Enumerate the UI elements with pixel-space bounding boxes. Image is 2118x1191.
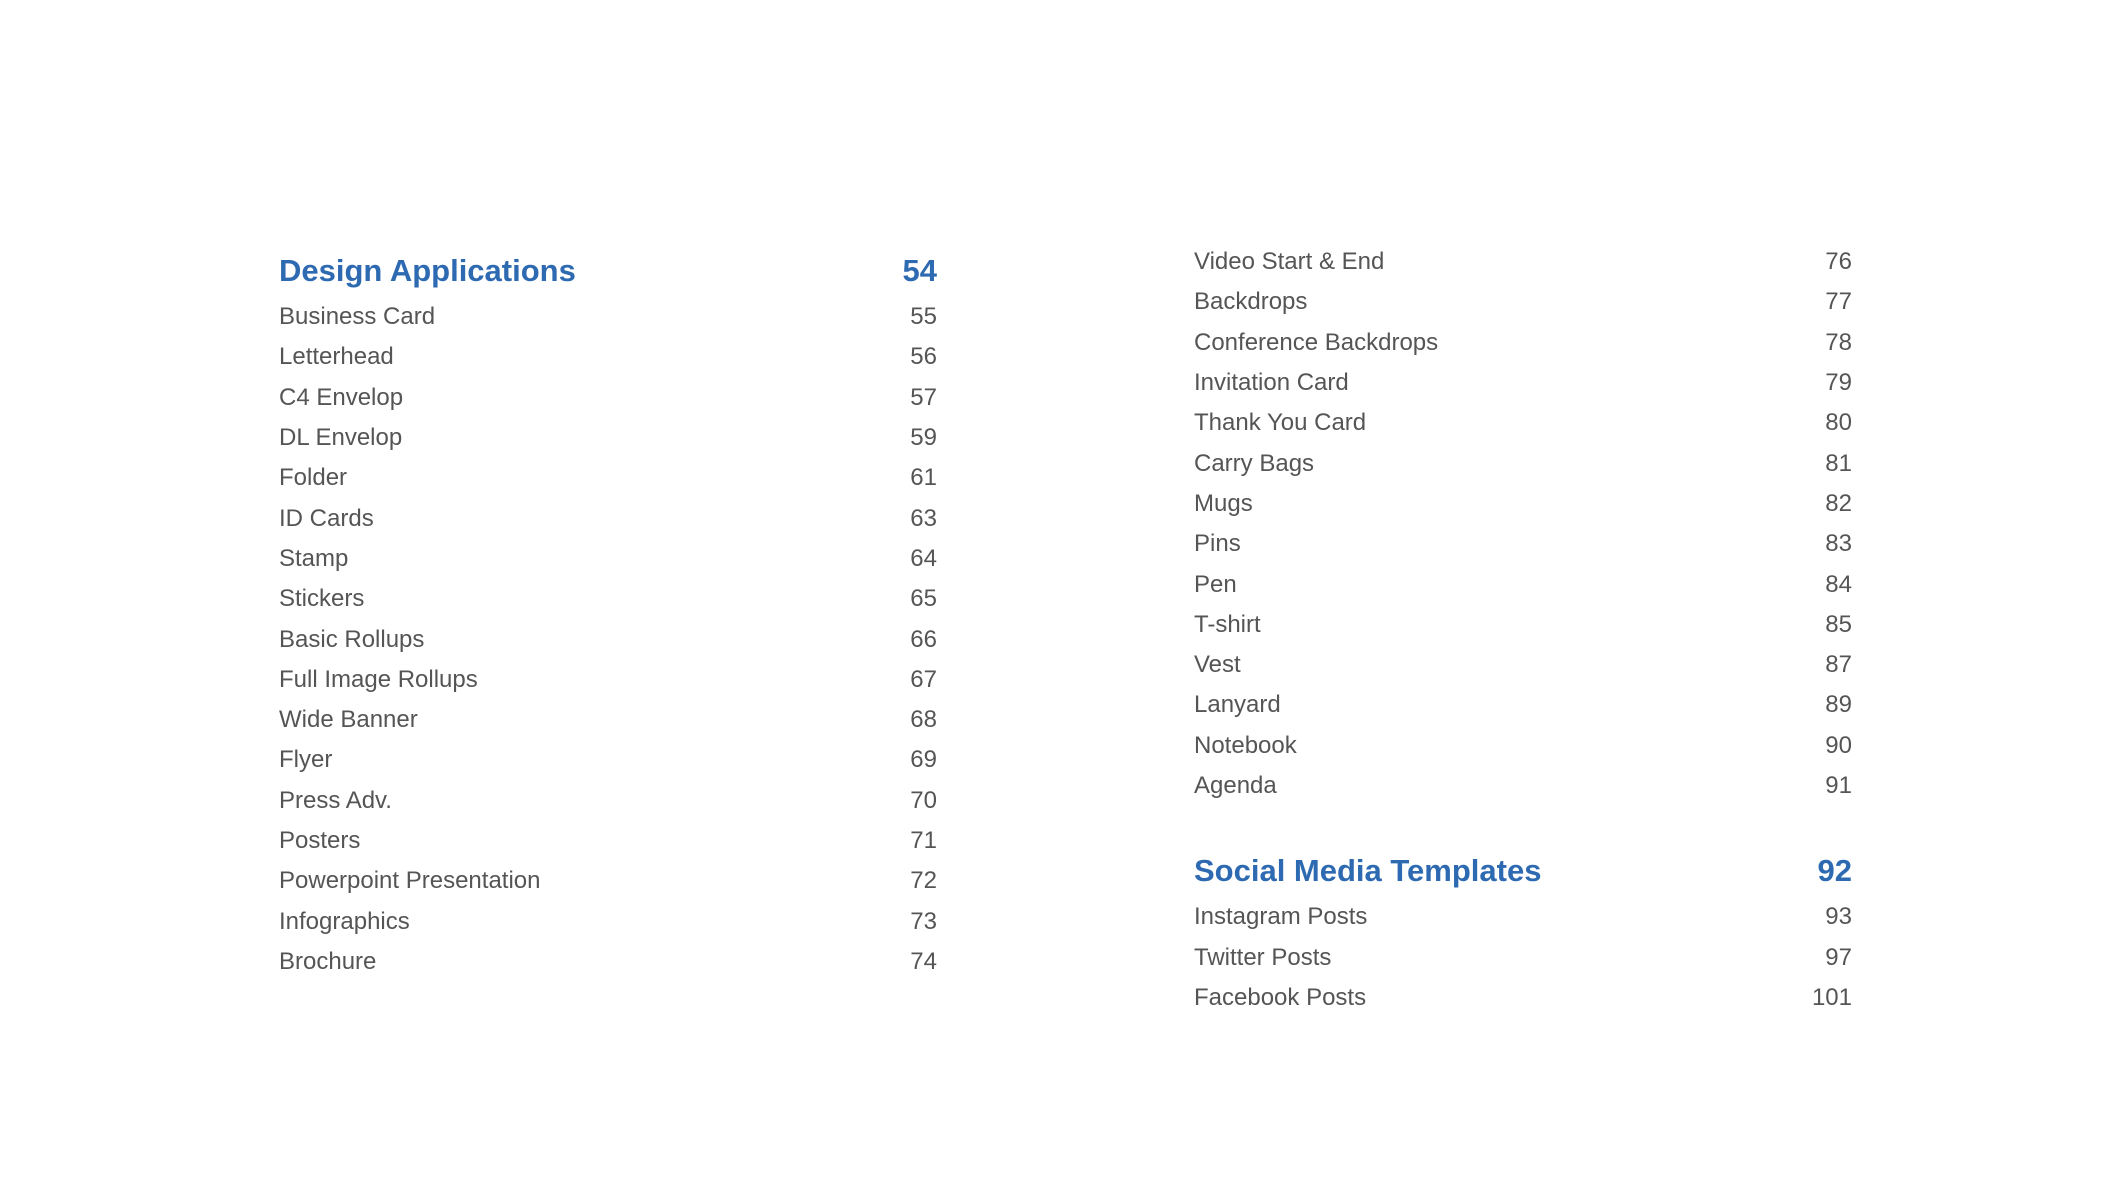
section-spacer (1194, 806, 1852, 850)
toc-entry-page-number: 59 (910, 424, 937, 452)
toc-entry[interactable] (279, 821, 937, 861)
section-heading-social-media-templates[interactable] (1194, 853, 1852, 897)
toc-entry[interactable] (1194, 978, 1852, 1018)
toc-entry-label: Backdrops (1194, 288, 1308, 316)
toc-entry[interactable] (279, 942, 937, 982)
toc-entry-label: Powerpoint Presentation (279, 867, 541, 895)
toc-entry[interactable] (279, 539, 937, 579)
toc-entry-page-number: 90 (1825, 731, 1852, 759)
toc-entry[interactable] (279, 700, 937, 740)
toc-entry-label: Twitter Posts (1194, 943, 1332, 971)
toc-entry-page-number: 80 (1825, 409, 1852, 437)
toc-entry-label: Instagram Posts (1194, 903, 1368, 931)
toc-entry-label: Basic Rollups (279, 625, 425, 653)
toc-entry[interactable] (1194, 937, 1852, 977)
toc-entry-page-number: 84 (1825, 570, 1852, 598)
toc-entry[interactable] (279, 378, 937, 418)
toc-entry-page-number: 77 (1825, 288, 1852, 316)
toc-entry-label: Stickers (279, 585, 365, 613)
section-heading-design-applications[interactable] (279, 253, 937, 297)
toc-entry-label: Business Card (279, 303, 436, 331)
toc-entry[interactable] (279, 740, 937, 780)
toc-entry-label: Folder (279, 464, 348, 492)
toc-entry-page-number: 69 (910, 746, 937, 774)
section-page-number: 92 (1817, 853, 1852, 889)
toc-entry-label: Invitation Card (1194, 369, 1349, 397)
toc-entry-page-number: 101 (1811, 983, 1852, 1011)
toc-list (1194, 242, 1852, 806)
toc-entry[interactable] (1194, 605, 1852, 645)
toc-entry-page-number: 68 (910, 706, 937, 734)
toc-entry-page-number: 82 (1825, 489, 1852, 517)
toc-entry[interactable] (279, 660, 937, 700)
toc-entry-label: Lanyard (1194, 691, 1281, 719)
toc-entry[interactable] (279, 337, 937, 377)
toc-left-column (279, 250, 937, 982)
toc-entry[interactable] (1194, 645, 1852, 685)
toc-entry-label: ID Cards (279, 504, 374, 532)
toc-entry-label: C4 Envelop (279, 383, 404, 411)
toc-entry-label: Thank You Card (1194, 409, 1367, 437)
toc-entry-page-number: 83 (1825, 530, 1852, 558)
toc-entry-page-number: 87 (1825, 651, 1852, 679)
toc-entry-label: Video Start & End (1194, 248, 1385, 276)
toc-entry-page-number: 71 (910, 827, 937, 854)
toc-entry-page-number: 56 (910, 343, 937, 371)
toc-entry[interactable] (279, 498, 937, 538)
toc-entry-label: Brochure (279, 947, 377, 975)
toc-entry-label: Infographics (279, 907, 410, 935)
toc-list (1194, 897, 1852, 1018)
toc-entry-label: Posters (279, 827, 361, 854)
toc-entry-page-number: 70 (910, 786, 937, 814)
toc-entry[interactable] (1194, 766, 1852, 806)
toc-entry-label: Letterhead (279, 343, 394, 371)
toc-entry[interactable] (1194, 564, 1852, 604)
toc-entry[interactable] (279, 861, 937, 901)
toc-entry-label: Full Image Rollups (279, 665, 478, 693)
toc-entry-page-number: 72 (910, 867, 937, 895)
toc-list (279, 297, 937, 982)
toc-entry[interactable] (1194, 403, 1852, 443)
toc-entry[interactable] (1194, 323, 1852, 363)
toc-entry[interactable] (1194, 363, 1852, 403)
toc-entry-label: DL Envelop (279, 424, 403, 452)
toc-entry[interactable] (1194, 726, 1852, 766)
toc-entry[interactable] (279, 579, 937, 619)
toc-entry-page-number: 67 (910, 665, 937, 693)
toc-entry[interactable] (1194, 484, 1852, 524)
toc-entry-page-number: 61 (910, 464, 937, 492)
section-page-number: 54 (902, 253, 937, 288)
toc-entry-page-number: 65 (910, 585, 937, 613)
section-title: Social Media Templates (1194, 853, 1542, 889)
toc-entry-label: Wide Banner (279, 706, 418, 734)
toc-entry[interactable] (279, 458, 937, 498)
toc-right-column (1194, 250, 1852, 1018)
toc-entry-page-number: 73 (910, 907, 937, 935)
toc-entry[interactable] (1194, 524, 1852, 564)
toc-entry[interactable] (279, 901, 937, 941)
toc-entry[interactable] (1194, 443, 1852, 483)
toc-entry-label: Carry Bags (1194, 449, 1315, 477)
toc-entry-page-number: 63 (910, 504, 937, 532)
toc-entry-page-number: 76 (1825, 248, 1852, 276)
toc-entry[interactable] (1194, 282, 1852, 322)
toc-entry-page-number: 91 (1825, 772, 1852, 799)
toc-entry-page-number: 57 (910, 383, 937, 411)
toc-entry-label: Facebook Posts (1194, 983, 1367, 1011)
section-title: Design Applications (279, 253, 576, 288)
toc-entry-page-number: 97 (1825, 943, 1852, 971)
toc-entry-label: T-shirt (1194, 610, 1261, 638)
toc-entry-label: Conference Backdrops (1194, 328, 1439, 356)
toc-entry-page-number: 89 (1825, 691, 1852, 719)
toc-entry-label: Stamp (279, 544, 349, 572)
toc-entry-page-number: 74 (910, 947, 937, 975)
toc-entry-label: Press Adv. (279, 786, 392, 814)
toc-entry-page-number: 78 (1825, 328, 1852, 356)
toc-entry[interactable] (1194, 242, 1852, 282)
toc-entry-label: Notebook (1194, 731, 1297, 759)
toc-entry-page-number: 55 (910, 303, 937, 331)
toc-entry[interactable] (279, 619, 937, 659)
toc-entry-page-number: 93 (1825, 903, 1852, 931)
toc-entry-page-number: 81 (1825, 449, 1852, 477)
toc-entry-label: Vest (1194, 651, 1241, 679)
toc-entry-label: Pins (1194, 530, 1241, 558)
toc-entry-label: Agenda (1194, 772, 1277, 799)
toc-entry[interactable] (279, 781, 937, 821)
toc-entry-page-number: 85 (1825, 610, 1852, 638)
toc-entry-page-number: 66 (910, 625, 937, 653)
toc-entry[interactable] (279, 297, 937, 337)
toc-entry-label: Flyer (279, 746, 333, 774)
toc-entry-label: Mugs (1194, 489, 1253, 517)
toc-entry-page-number: 64 (910, 544, 937, 572)
toc-entry-label: Pen (1194, 570, 1237, 598)
toc-entry[interactable] (279, 418, 937, 458)
toc-entry[interactable] (1194, 897, 1852, 937)
toc-entry-page-number: 79 (1825, 369, 1852, 397)
toc-entry[interactable] (1194, 685, 1852, 725)
